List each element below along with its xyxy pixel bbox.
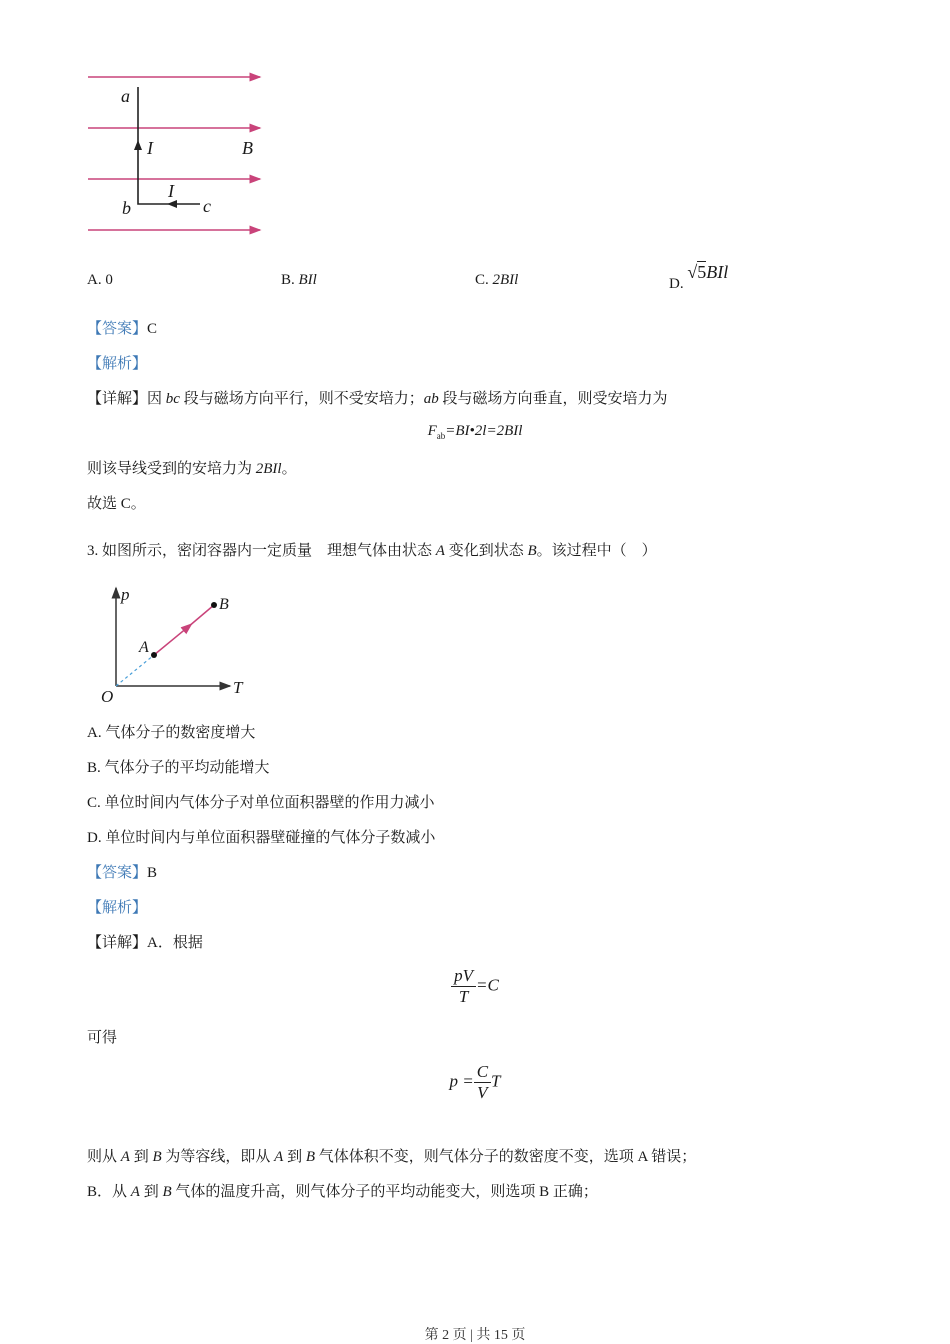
text: B: [152, 1149, 162, 1165]
q2-option-c: [475, 272, 518, 289]
q3-explain-b: [87, 1182, 598, 1202]
q3-option-a: A. 气体分子的数密度增大: [87, 725, 256, 741]
q2-choose: 故选 C。: [87, 496, 146, 512]
label-c: c: [203, 196, 211, 216]
label-b: b: [122, 198, 131, 218]
option-text: 0: [105, 272, 113, 288]
text: B: [162, 1184, 172, 1200]
numerator: pV: [451, 966, 476, 987]
text: A: [435, 543, 445, 559]
formula-f: F: [427, 423, 437, 439]
q3-option-b: B. 气体分子的平均动能增大: [87, 760, 270, 776]
text: 到: [139, 1184, 163, 1200]
text: A: [274, 1149, 284, 1165]
axis-label-t: T: [233, 678, 243, 697]
point-label-a: A: [139, 639, 149, 656]
option-text: BIl: [298, 272, 317, 288]
option-letter: A.: [87, 272, 102, 288]
text: 为等容线，即从: [161, 1149, 275, 1165]
label-current-horizontal: I: [168, 181, 174, 201]
rhs: =C: [476, 975, 499, 995]
q2-conclusion: [87, 459, 297, 479]
text: B: [305, 1149, 315, 1165]
origin-label: O: [101, 687, 114, 706]
text: 则该导线受到的安培力为: [87, 461, 256, 477]
text: 到: [129, 1149, 153, 1165]
label-a: a: [121, 86, 130, 106]
text: B．从: [87, 1184, 131, 1200]
text: 因: [147, 391, 166, 407]
q3-option-d: D. 单位时间内与单位面积器壁碰撞的气体分子数减小: [87, 830, 436, 846]
option-letter: D.: [669, 276, 684, 292]
q2-option-a: [87, 272, 113, 289]
text: ab: [423, 391, 439, 407]
label-field-b: B: [242, 138, 253, 158]
q3-stem: [87, 541, 657, 561]
point-label-b: B: [219, 596, 229, 613]
text: 。该过程中（ ）: [536, 543, 657, 559]
lhs: p =: [449, 1071, 474, 1091]
answer-tag: 【答案】: [87, 321, 148, 337]
text: A: [120, 1149, 130, 1165]
text: 气体体积不变，则气体分子的数密度不变，选项 A 错误；: [315, 1149, 697, 1165]
sqrt-icon: √: [687, 262, 698, 282]
sqrt-expression: [687, 262, 728, 282]
q3-derive: 可得: [87, 1030, 118, 1046]
answer-value: C: [147, 321, 158, 337]
label-current-vertical: I: [147, 138, 153, 158]
analysis-tag: 【解析】: [87, 356, 148, 372]
option-letter: C.: [475, 272, 489, 288]
option-text: 2BIl: [492, 272, 519, 288]
text: 到: [283, 1149, 306, 1165]
q2-answer: [87, 319, 157, 339]
equation-ideal-gas: [0, 966, 950, 1007]
equation-pressure: [0, 1062, 950, 1103]
text: bc: [165, 391, 180, 407]
text: 段与磁场方向平行，则不受安培力；: [179, 391, 424, 407]
detail-tag: 【详解】: [87, 391, 148, 407]
q3-option-c: C. 单位时间内气体分子对单位面积器壁的作用力减小: [87, 795, 435, 811]
formula-rest: =BI•2l=2BIl: [445, 423, 523, 439]
q2-detail: [87, 389, 667, 409]
text: 变化到状态: [444, 543, 528, 559]
text: 则从: [87, 1149, 121, 1165]
fraction: [451, 966, 476, 1007]
text: 3. 如图所示，密闭容器内一定质量 理想气体由状态: [87, 543, 436, 559]
q3-explain-a: [87, 1147, 696, 1167]
numerator: C: [474, 1062, 491, 1083]
text: A．根据: [147, 935, 203, 951]
analysis-tag: 【解析】: [87, 900, 148, 916]
q2-formula: [0, 423, 950, 441]
axis-label-p: p: [121, 585, 130, 604]
text: 。: [281, 461, 297, 477]
denominator: T: [458, 987, 469, 1006]
q3-answer: [87, 863, 157, 883]
detail-tag: 【详解】: [87, 935, 148, 951]
answer-value: B: [147, 865, 158, 881]
q3-analysis: [87, 898, 147, 918]
q2-analysis: [87, 354, 147, 374]
q2-option-b: [281, 272, 317, 289]
text: 气体的温度升高，则气体分子的平均动能变大，则选项 B 正确；: [171, 1184, 598, 1200]
answer-tag: 【答案】: [87, 865, 148, 881]
formula-subscript: ab: [436, 431, 446, 441]
text: 2BIl: [255, 461, 282, 477]
text: A: [130, 1184, 140, 1200]
fraction: [474, 1062, 491, 1103]
q3-detail: [87, 933, 203, 953]
sqrt-radicand: 5: [697, 262, 707, 282]
page-footer: 第 2 页 | 共 15 页: [424, 1328, 526, 1343]
denominator: V: [477, 1083, 488, 1102]
text: B: [527, 543, 537, 559]
q2-option-d: [669, 262, 729, 293]
option-letter: B.: [281, 272, 295, 288]
text: 段与磁场方向垂直，则受安培力为: [438, 391, 668, 407]
rhs: T: [491, 1071, 501, 1091]
option-text: BIl: [706, 262, 729, 282]
